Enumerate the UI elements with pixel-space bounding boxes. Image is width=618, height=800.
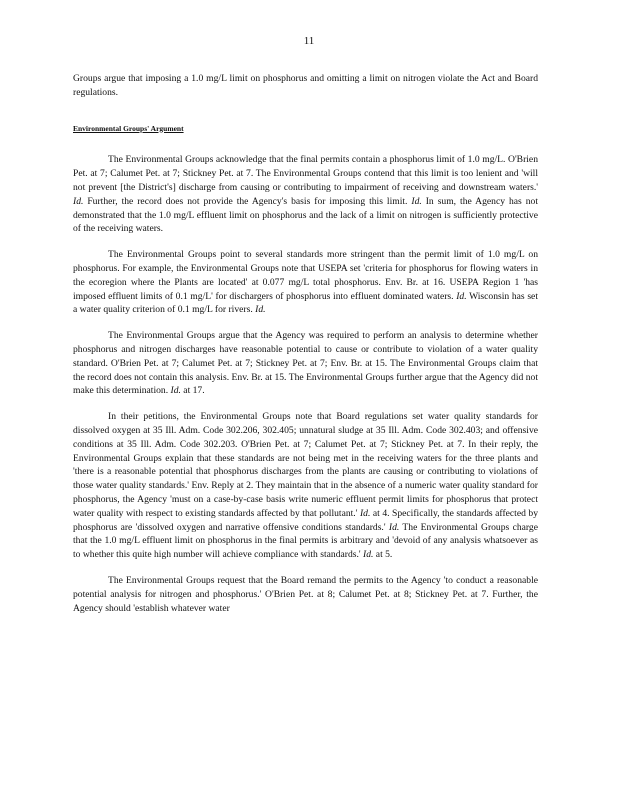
citation: Id. xyxy=(456,290,467,302)
citation: Id. xyxy=(359,507,371,519)
paragraph-text: at 4. Specifically, the standards affected by phosphorus are 'dissolved oxygen and narrative offensive conditions standards.' xyxy=(73,507,538,533)
paragraph-text: The Environmental Groups argue that the Agency was required to perform an analysis to determine whether phosphorus and nitrogen discharges have reasonable potential to cause or contribute to violation of a water quality standard. O'Brien Pet. at 7; Calumet Pet. at 7; Stickney Pet. at 7; Env. Br. at 15. The Environmental Groups claim that the record does not contain this analysis. Env. Br. at 15. The Environmental Groups further argue that the Agency did not make this determination. xyxy=(73,330,538,397)
section-heading: Environmental Groups' Argument xyxy=(73,123,184,133)
body-paragraph xyxy=(73,574,538,615)
paragraph-text: Wisconsin has set a water quality criterion of 0.1 mg/L for rivers. xyxy=(73,290,538,316)
page-number: 11 xyxy=(303,35,315,47)
intro-paragraph: Groups argue that imposing a 1.0 mg/L limit on phosphorus and omitting a limit on nitrogen violate the Act and Board regulations. xyxy=(73,73,538,98)
paragraph-text: at 17. xyxy=(180,385,205,397)
paragraph-text: The Environmental Groups point to several standards more stringent than the permit limit of 1.0 mg/L on phosphorus. For example, the Environmental Groups note that USEPA set 'criteria for phosphorus for flowing waters in the ecoregion where the Plants are located' at 0.077 mg/L total phosphorus. Env. Br. at 16. USEPA Region 1 'has imposed effluent limits of 0.1 mg/L' for dischargers of phosphorus into effluent dominated waters. xyxy=(73,249,538,302)
citation: Id. xyxy=(255,304,266,316)
document-body xyxy=(73,72,538,627)
citation: Id. xyxy=(363,549,374,561)
citation: Id. xyxy=(388,521,400,533)
paragraph-text: In sum, the Agency has not demonstrated that the 1.0 mg/L effluent limit on phosphorus and the lack of a limit on nitrogen is sufficiently protective of the receiving waters. xyxy=(73,195,538,235)
paragraph-list xyxy=(73,153,538,615)
paragraph-text: Further, the record does not provide the Agency's basis for imposing this limit. xyxy=(83,195,412,207)
paragraph-text: The Environmental Groups request that the Board remand the permits to the Agency 'to conduct a reasonable potential analysis for nitrogen and phosphorus.' O'Brien Pet. at 8; Calumet Pet. at 8; Stickney Pet. at 7. Further, the Agency should 'establish whatever water xyxy=(73,574,538,614)
citation: Id. xyxy=(73,195,84,207)
paragraph-text: In their petitions, the Environmental Groups note that Board regulations set water quality standards for dissolved oxygen at 35 Ill. Adm. Code 302.206, 302.405; unnatural sludge at 35 Ill. Adm. Code 302.403; and offensive conditions at 35 Ill. Adm. Code 302.203. O'Brien Pet. at 7; Calumet Pet. at 7; Stickney Pet. at 7. In their reply, the Environmental Groups explain that these standards are not being met in the receiving waters for the three plants and 'there is a reasonable potential that phosphorus discharges from the plants are causing or contributing to violations of those water quality standards.' Env. Reply at 2. They maintain that in the absence of a numeric water quality standard for phosphorus, the Agency 'must on a case-by-case basis write numeric effluent permit limits for phosphorus that protect water quality with respect to existing standards affected by that pollutant.' xyxy=(73,411,538,519)
body-paragraph xyxy=(73,410,538,562)
paragraph-text: The Environmental Groups acknowledge that the final permits contain a phosphorus limit of 1.0 mg/L. O'Brien Pet. at 7; Calumet Pet. at 7; Stickney Pet. at 7. The Environmental Groups contend that this limit is too lenient and 'will not prevent [the District's] discharge from causing or contributing to impairment of receiving and downstream waters.' xyxy=(73,154,538,193)
citation: Id. xyxy=(411,195,422,207)
citation: Id. xyxy=(170,385,181,397)
body-paragraph xyxy=(73,248,538,317)
body-paragraph xyxy=(73,153,538,236)
body-paragraph xyxy=(73,329,538,398)
paragraph-text: at 5. xyxy=(373,549,393,561)
paragraph-text: The Environmental Groups charge that the 1.0 mg/L effluent limit on phosphorus in the final permits is arbitrary and 'devoid of any analysis whatsoever as to whether this quite high number will achieve compliance with standards.' xyxy=(73,521,538,561)
